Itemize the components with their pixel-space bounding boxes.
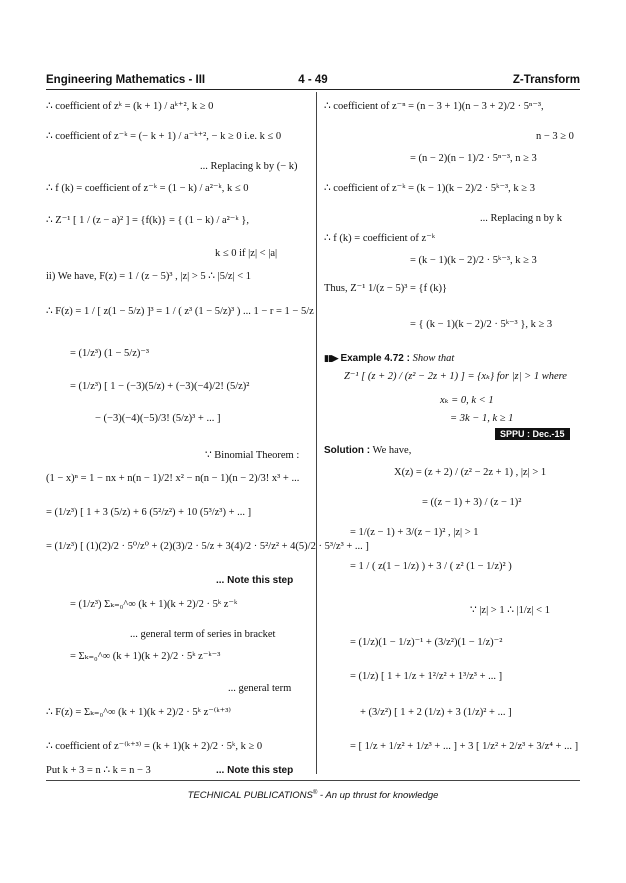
math-line: = (1/z)(1 − 1/z)⁻¹ + (3/z²)(1 − 1/z)⁻² bbox=[350, 637, 503, 648]
arrow-icon: ▮▮▶ bbox=[324, 353, 338, 363]
example-lead: Show that bbox=[412, 353, 455, 364]
math-line: − (−3)(−4)(−5)/3! (5/z)³ + ... ] bbox=[95, 413, 221, 424]
column-divider bbox=[316, 92, 317, 774]
math-line: = 1/(z − 1) + 3/(z − 1)² , |z| > 1 bbox=[350, 527, 479, 538]
header-rule bbox=[46, 89, 580, 90]
math-note: ... Note this step bbox=[216, 575, 294, 586]
example-number: Example 4.72 : bbox=[340, 353, 410, 364]
page-number: 4 - 49 bbox=[298, 74, 328, 86]
math-line: ∴ F(z) = Σₖ₌₀^∞ (k + 1)(k + 2)/2 · 5ᵏ z⁻⁽ᵏ⁺³⁾ bbox=[46, 707, 231, 718]
solution-line bbox=[324, 444, 411, 457]
example-heading bbox=[324, 352, 454, 365]
math-note: ... general term bbox=[228, 683, 292, 694]
math-line: Put k + 3 = n ∴ k = n − 3 bbox=[46, 765, 151, 776]
math-note: ∵ |z| > 1 ∴ |1/z| < 1 bbox=[470, 605, 550, 616]
math-line: ∴ coefficient of z⁻ᵏ = (k − 1)(k − 2)/2 · 5ᵏ⁻³, k ≥ 3 bbox=[324, 183, 535, 194]
math-line: = 1 / ( z(1 − 1/z) ) + 3 / ( z² (1 − 1/z)² ) bbox=[350, 561, 512, 572]
math-line: + (3/z²) [ 1 + 2 (1/z) + 3 (1/z)² + ... ] bbox=[360, 707, 512, 718]
math-line: = ((z − 1) + 3) / (z − 1)² bbox=[422, 497, 522, 508]
footer-rule bbox=[46, 780, 580, 781]
math-note: ∵ Binomial Theorem : bbox=[205, 450, 300, 461]
math-line: = (k − 1)(k − 2)/2 · 5ᵏ⁻³, k ≥ 3 bbox=[410, 255, 537, 266]
math-line: = (n − 2)(n − 1)/2 · 5ⁿ⁻³, n ≥ 3 bbox=[410, 153, 537, 164]
math-note: ... general term of series in bracket bbox=[130, 629, 276, 640]
math-line: = 3k − 1, k ≥ 1 bbox=[450, 413, 514, 424]
solution-lead: We have, bbox=[372, 445, 412, 456]
publisher-name: TECHNICAL PUBLICATIONS bbox=[187, 790, 313, 802]
math-line: = (1/z³) [ 1 − (−3)(5/z) + (−3)(−4)/2! (5/z)² bbox=[70, 381, 250, 392]
math-line: = Σₖ₌₀^∞ (k + 1)(k + 2)/2 · 5ᵏ z⁻ᵏ⁻³ bbox=[70, 651, 221, 662]
math-line: = (1/z³) (1 − 5/z)⁻³ bbox=[70, 348, 150, 359]
math-note: ... Note this step bbox=[216, 765, 294, 776]
math-line: = { (k − 1)(k − 2)/2 · 5ᵏ⁻³ }, k ≥ 3 bbox=[410, 319, 553, 330]
math-line: ∴ coefficient of z⁻ⁿ = (n − 3 + 1)(n − 3 + 2)/2 · 5ⁿ⁻³, bbox=[324, 101, 544, 112]
book-title: Engineering Mathematics - III bbox=[46, 74, 206, 86]
math-line: (1 − x)ⁿ = 1 − nx + n(n − 1)/2! x² − n(n − 1)(n − 2)/3! x³ + ... bbox=[46, 473, 300, 484]
math-line: ∴ coefficient of z⁻⁽ᵏ⁺³⁾ = (k + 1)(k + 2)/2 · 5ᵏ, k ≥ 0 bbox=[46, 741, 263, 752]
page-header bbox=[46, 74, 580, 90]
math-note: ... Replacing k by (− k) bbox=[200, 161, 298, 172]
math-line: ∴ Z⁻¹ [ 1 / (z − a)² ] = {f(k)} = { (1 − k) / a²⁻ᵏ }, bbox=[46, 215, 249, 226]
exam-badge: SPPU : Dec.-15 bbox=[495, 428, 570, 440]
math-line: ∴ coefficient of zᵏ = (k + 1) / aᵏ⁺², k ≥ 0 bbox=[46, 101, 214, 112]
registered-mark: ® bbox=[312, 790, 318, 796]
math-line: = [ 1/z + 1/z² + 1/z³ + ... ] + 3 [ 1/z² + 2/z³ + 3/z⁴ + ... ] bbox=[350, 741, 579, 752]
math-line: Z⁻¹ [ (z + 2) / (z² − 2z + 1) ] = {xₖ} for |z| > 1 where bbox=[344, 371, 567, 382]
math-line: ∴ f (k) = coefficient of z⁻ᵏ = (1 − k) / a²⁻ᵏ, k ≤ 0 bbox=[46, 183, 249, 194]
math-line: X(z) = (z + 2) / (z² − 2z + 1) , |z| > 1 bbox=[394, 467, 547, 478]
math-note: n − 3 ≥ 0 bbox=[536, 131, 574, 142]
math-note: ... Replacing n by k bbox=[480, 213, 562, 224]
solution-label: Solution : bbox=[324, 445, 371, 456]
math-line: ∴ f (k) = coefficient of z⁻ᵏ bbox=[324, 233, 436, 244]
math-line: = (1/z³) Σₖ₌₀^∞ (k + 1)(k + 2)/2 · 5ᵏ z⁻ᵏ bbox=[70, 599, 238, 610]
chapter-title: Z-Transform bbox=[512, 74, 580, 86]
math-line: ∴ F(z) = 1 / [ z(1 − 5/z) ]³ = 1 / ( z³ (1 − 5/z)³ ) ... 1 − r = 1 − 5/z bbox=[46, 306, 314, 317]
math-line: = (1/z³) [ (1)(2)/2 · 5⁰/z⁰ + (2)(3)/2 · 5/z + 3(4)/2 · 5²/z² + 4(5)/2 · 5³/z³ + ... ] bbox=[46, 541, 369, 552]
math-line: = (1/z³) [ 1 + 3 (5/z) + 6 (5²/z²) + 10 (5³/z³) + ... ] bbox=[46, 507, 252, 518]
math-line: = (1/z) [ 1 + 1/z + 1²/z² + 1³/z³ + ... ] bbox=[350, 671, 503, 682]
math-line: Thus, Z⁻¹ 1/(z − 5)³ = {f (k)} bbox=[324, 283, 447, 294]
page-footer bbox=[46, 790, 580, 801]
math-line: ∴ coefficient of z⁻ᵏ = (− k + 1) / a⁻ᵏ⁺², − k ≥ 0 i.e. k ≤ 0 bbox=[46, 131, 282, 142]
publisher-tagline: - An up thrust for knowledge bbox=[317, 790, 439, 802]
math-line: xₖ = 0, k < 1 bbox=[440, 395, 494, 406]
math-note: k ≤ 0 if |z| < |a| bbox=[215, 248, 278, 259]
math-line: ii) We have, F(z) = 1 / (z − 5)³ , |z| > 5 ∴ |5/z| < 1 bbox=[46, 271, 252, 282]
